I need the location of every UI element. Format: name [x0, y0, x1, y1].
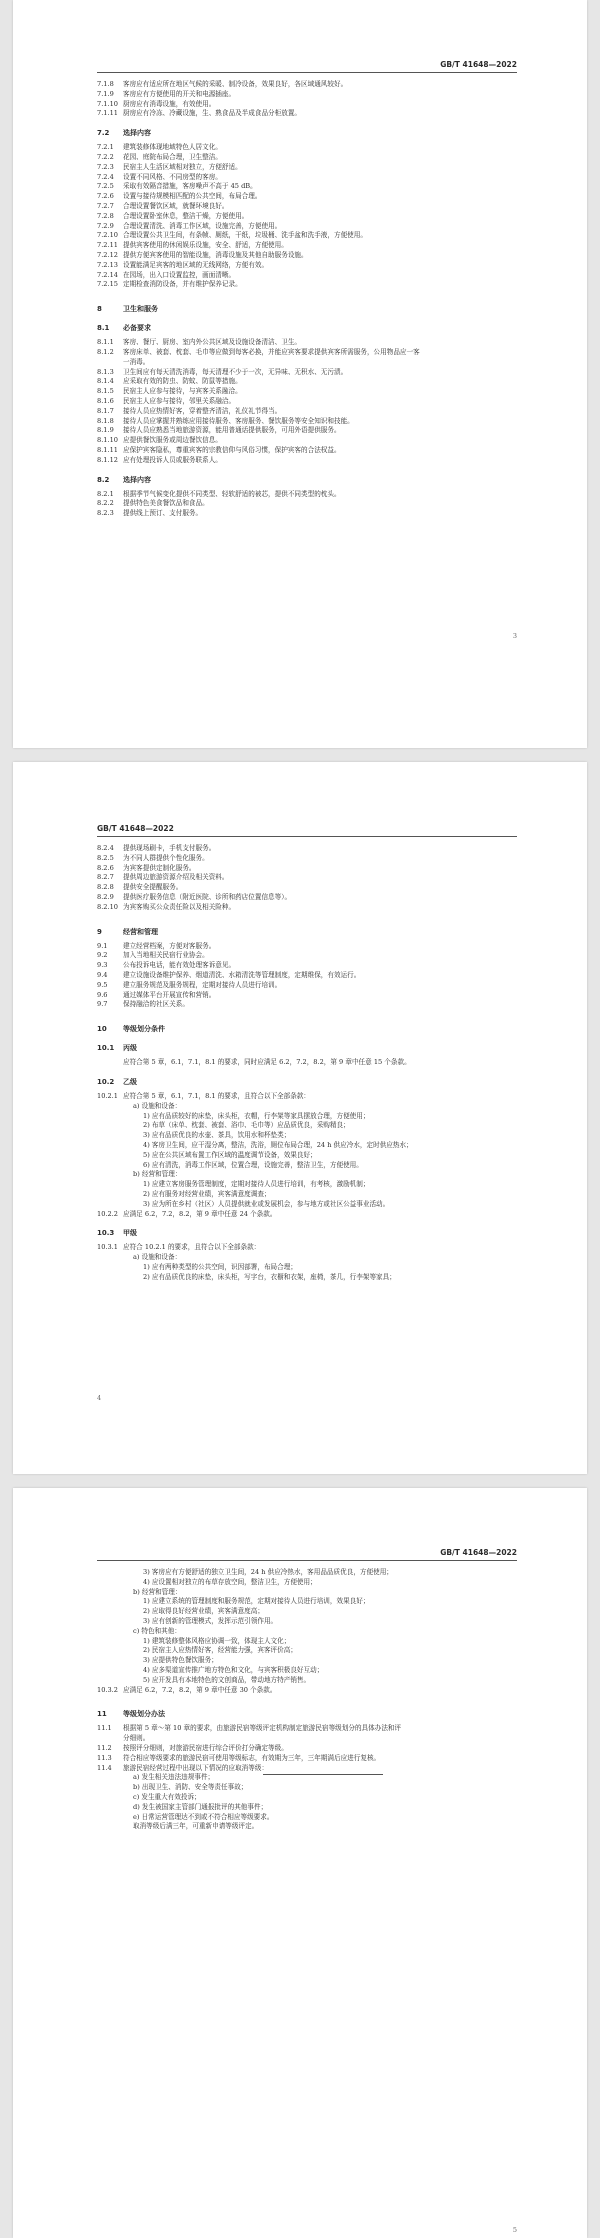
clause-line [97, 1724, 517, 1734]
item-list [97, 1568, 517, 1588]
list-item: 5) 应在公共区域布置工作区域的温度调节设备，效果良好； [143, 1150, 317, 1159]
list-item: 1) 建筑装修整体风格应协调一致，体现主人文化； [143, 1636, 291, 1645]
clause-text: 按照评分细则，对旅游民宿进行综合评价打分确定等级。 [123, 1743, 288, 1752]
clause-number: 8.2.7 [97, 873, 114, 882]
clause-text: 建立设施设备维护保养、烟道清洗、水箱清洗等管理制度，定期维保，有效运行。 [123, 970, 361, 979]
clause-text: 采取有效隔音措施，客房噪声不高于 45 dB。 [123, 182, 257, 191]
clause-text: 应采取有效的防虫、防蚊、防鼠等措施。 [123, 377, 242, 386]
clause-number: 7.2.15 [97, 280, 118, 289]
clause-number: 8.1.9 [97, 426, 114, 435]
clause-text: 为宾客提供定制化服务。 [123, 863, 196, 872]
clause-text: 提供宾客使用的休闲娱乐设施，安全、舒适，方便使用。 [123, 241, 288, 250]
clause-line [97, 338, 517, 348]
list-item: 3) 应提供特色餐饮服务； [143, 1656, 218, 1665]
clause-line [97, 90, 517, 100]
clause-number: 9.7 [97, 1000, 108, 1009]
list-item: 3) 应有创新的管理模式，发挥示范引领作用。 [143, 1616, 278, 1625]
clause-text: 厨房应有冷冻、冷藏设施，生、熟食品及半成食品分柜放置。 [123, 109, 302, 118]
clause-text: 设置能满足宾客的地区域的无线网络，方便有效。 [123, 260, 269, 269]
clause-number: 7.2.14 [97, 270, 118, 279]
clause-number: 8.1.10 [97, 436, 118, 445]
clause-line [97, 883, 517, 893]
list-item: 2) 应有品质优良的床垫，床头柜，写字台，衣橱和衣架，座椅，茶几，行李架等家具； [143, 1272, 396, 1281]
clause-number: 7.1.10 [97, 99, 118, 108]
clause-text: 接待人员应掌握并熟练应用接待服务、客房服务、餐饮服务等安全知识和技能。 [123, 416, 354, 425]
clause-line [97, 873, 517, 883]
clause-line [97, 212, 517, 222]
clause-text: 花园、庭院布局合理，卫生整洁。 [123, 152, 222, 161]
clause-number: 7.2.11 [97, 241, 118, 250]
clause-text: 应保护宾客隐私，尊重宾客的宗教信仰与风俗习惯，保护宾客的合法权益。 [123, 445, 341, 454]
clause-line [97, 80, 517, 90]
clause-list [97, 1724, 517, 1773]
closing-text: 取消等级后满三年，可重新申请等级评定。 [133, 1822, 259, 1831]
clause-number: 8.2.10 [97, 902, 118, 911]
clause-list [97, 844, 517, 913]
page-sheet-3 [13, 1488, 587, 2238]
clause-text: 民宿主人应参与接待，与宾客关系融洽。 [123, 387, 242, 396]
clause-list [97, 338, 517, 465]
page-body [97, 844, 517, 1283]
clause-number: 8.2.9 [97, 892, 114, 901]
header-rule [97, 836, 517, 837]
clause-text: 在园场，出入口设置监控，画面清晰。 [123, 270, 236, 279]
clause-number: 9.4 [97, 970, 108, 979]
clause-line [97, 971, 517, 981]
clause-number: 8.2.6 [97, 863, 114, 872]
clause-text: 设置与接待规模相匹配的公共空间，布局合理。 [123, 192, 262, 201]
clause-text: 接待人员应热情好客，穿着整齐清洁，礼仪礼节得当。 [123, 406, 282, 415]
list-item: 1) 应有两种类型的公共空间，识因部署，布局合理； [143, 1262, 297, 1271]
clause-line [97, 241, 517, 251]
clause-line [97, 368, 517, 378]
clause-number: 9.5 [97, 980, 108, 989]
clause-number: 7.2.6 [97, 192, 114, 201]
clause-number: 7.2.3 [97, 162, 114, 171]
clause-line: 10.3.2 应满足 6.2，7.2，8.2，第 9 章中任意 30 个条款。 [97, 1685, 277, 1694]
clause-number: 8.2.1 [97, 489, 114, 498]
clause-line [97, 456, 517, 466]
clause-number: 7.2.12 [97, 250, 118, 259]
clause-text: 一消毒。 [123, 357, 150, 366]
clause-number: 8.2.4 [97, 844, 114, 852]
clause-number: 8.2.8 [97, 883, 114, 892]
list-item: 1) 应建立客房服务管理制度，定期对接待人员进行培训，有考核，激励机制； [143, 1180, 370, 1189]
page-header: GB/T 41648—2022 [97, 824, 174, 833]
section-heading: 11 等级划分办法 [97, 1710, 165, 1719]
clause-line: 10.3.1 应符合 10.2.1 的要求，且符合以下全部条款： [97, 1243, 261, 1252]
clause-line [97, 163, 517, 173]
clause-number: 7.2.5 [97, 182, 114, 191]
list-item: 5) 应开发具有本地特色的文创商品，带动地方特产销售。 [143, 1675, 311, 1684]
clause-text: 合理设置卧室休息，整洁干燥，方便使用。 [123, 211, 249, 220]
clause-number: 8.1.7 [97, 406, 114, 415]
clause-number: 9.3 [97, 961, 108, 970]
clause-number: 7.2.9 [97, 221, 114, 230]
clause-text: 公布投诉电话，能有效处理客诉意见。 [123, 961, 236, 970]
clause-line [97, 153, 517, 163]
list-title: a) 设施和设备： [133, 1253, 182, 1262]
clause-number: 8.1.6 [97, 396, 114, 405]
clause-list [97, 143, 517, 290]
clause-line [97, 251, 517, 261]
clause-number: 8.1.11 [97, 445, 118, 454]
section-heading: 8.2 选择内容 [97, 475, 151, 484]
clause-number: 11.2 [97, 1743, 112, 1752]
item-list [97, 1180, 517, 1209]
clause-text: 加入当地相关民宿行业协会。 [123, 951, 209, 960]
clause-line: 10.2.1 应符合第 5 章，6.1，7.1，8.1 的要求，且符合以下全部条款： [97, 1091, 311, 1100]
clause-number: 8.2.5 [97, 853, 114, 862]
clause-text: 合理设置餐饮区域，就餐环境良好。 [123, 201, 229, 210]
list-item: 1) 应有品质较好的床垫，床头柜，衣帽，行李架等家具摆放合理，方便使用； [143, 1111, 370, 1120]
clause-text: 提供安全提醒服务。 [123, 883, 183, 892]
clause-text: 应有处理投诉人员或服务联系人。 [123, 455, 222, 464]
clause-line [97, 377, 517, 387]
page-body [97, 1568, 517, 1832]
clause-line [97, 893, 517, 903]
item-list [97, 1773, 517, 1822]
section-heading: 9 经营和管理 [97, 927, 158, 936]
clause-text: 符合相应等级要求的旅游民宿可使用等级标志，有效期为三年，三年期满后应进行复核。 [123, 1753, 381, 1762]
clause-line [97, 446, 517, 456]
page-body [97, 80, 517, 519]
clause-text: 建立服务规范及服务规程，定期对接待人员进行培训。 [123, 980, 282, 989]
clause-text: 提供现场刷卡，手机支付服务。 [123, 844, 216, 852]
clause-number: 8.1.8 [97, 416, 114, 425]
section-heading: 10.3 甲级 [97, 1229, 137, 1238]
clause-line [97, 490, 517, 500]
page-number: 4 [97, 1394, 102, 1402]
list-item: d) 发生被国家主管部门通报批评的其他事件； [133, 1802, 268, 1811]
list-item: 4) 客房卫生间，应干湿分离，整洁，洗浴，厕位布局合理，24 h 供应冷水，定时供应热水； [143, 1140, 413, 1149]
clause-line [97, 231, 517, 241]
list-item: 3) 应有品质优良的水壶、茶具，饮用水和杯垫类； [143, 1131, 291, 1140]
clause-line [97, 1744, 517, 1754]
clause-line [97, 271, 517, 281]
clause-line [97, 417, 517, 427]
page-header: GB/T 41648—2022 [440, 1548, 517, 1557]
page-sheet-1 [13, 0, 587, 748]
list-item: 2) 应取得良好经营业绩，宾客满意度高； [143, 1607, 264, 1616]
clause-line [97, 426, 517, 436]
item-list [97, 1637, 517, 1686]
list-item: 3) 应为所在乡村（社区）人员提供就业或发展机会，参与地方或社区公益事业活动。 [143, 1199, 390, 1208]
clause-number: 7.1.11 [97, 109, 118, 118]
clause-text: 设置不同风格、不同房型的客房。 [123, 172, 222, 181]
clause-line [97, 854, 517, 864]
clause-line [97, 903, 517, 913]
clause-number: 11.4 [97, 1763, 112, 1772]
page-number: 3 [512, 632, 517, 640]
clause-text: 旅游民宿经营过程中出现以下情况的应取消等级： [123, 1763, 269, 1772]
clause-text: 厨房应有消毒设施，有效使用。 [123, 99, 216, 108]
clause-text: 合理设置清洗、消毒工作区域，设施完善，方便使用。 [123, 221, 282, 230]
section-heading: 7.2 选择内容 [97, 129, 151, 138]
clause-number: 7.1.9 [97, 89, 114, 98]
list-item: 2) 民宿主人应热情好客，经营能力强，宾客评价高； [143, 1646, 297, 1655]
clause-number: 7.2.8 [97, 211, 114, 220]
section-heading: 8 卫生和服务 [97, 305, 158, 314]
clause-line [97, 1000, 517, 1010]
page-header: GB/T 41648—2022 [440, 60, 517, 69]
clause-line [97, 109, 517, 119]
section-heading: 10 等级划分条件 [97, 1025, 165, 1034]
clause-line [97, 358, 517, 368]
clause-text: 应符合第 5 章，6.1，7.1，8.1 的要求，同时应满足 6.2，7.2，8.2，第 9 章中任意 15 个条款。 [123, 1058, 411, 1067]
page-sheet-2 [13, 762, 587, 1474]
list-title: b) 经营和管理： [133, 1587, 182, 1596]
clause-number: 7.2.10 [97, 231, 118, 240]
list-item: c) 发生重大有效投诉； [133, 1792, 201, 1801]
clause-text: 为宾客购买公众责任险以及相关险种。 [123, 902, 236, 911]
header-rule [97, 72, 517, 73]
clause-line [97, 202, 517, 212]
clause-number: 8.1.3 [97, 367, 114, 376]
clause-text: 分细则。 [123, 1734, 150, 1743]
clause-number: 8.1.4 [97, 377, 114, 386]
page-number: 5 [512, 2226, 517, 2234]
list-item: 4) 应多渠道宣传推广地方特色和文化，与宾客积极良好互动； [143, 1665, 324, 1674]
clause-text: 客房床单、被套、枕套、毛巾等应做到每客必换，并能应宾客要求提供宾客所需服务，公用物品应一客 [123, 347, 420, 356]
clause-list [97, 80, 517, 119]
clause-number: 7.1.8 [97, 80, 114, 88]
clause-text: 根据第 5 章～第 10 章的要求，由旅游民宿等级评定机构制定旅游民宿等级划分的具体办法和评 [123, 1724, 402, 1733]
clause-list [97, 942, 517, 1011]
clause-text: 通过媒体平台开展宣传和营销。 [123, 990, 216, 999]
clause-number: 7.2.1 [97, 143, 114, 152]
clause-number: 11.1 [97, 1724, 112, 1733]
clause-number: 8.1.2 [97, 347, 114, 356]
clause-line [97, 981, 517, 991]
clause-number: 8.1.12 [97, 455, 118, 464]
clause-number: 9.2 [97, 951, 108, 960]
clause-list [97, 490, 517, 519]
clause-line [97, 991, 517, 1001]
section-heading: 10.2 乙级 [97, 1077, 137, 1086]
header-rule [97, 1560, 517, 1561]
clause-number: 8.2.3 [97, 509, 114, 518]
clause-line [97, 348, 517, 358]
clause-text: 提供周边旅游资源介绍及相关资料。 [123, 873, 229, 882]
clause-line [97, 1734, 517, 1744]
clause-number: 7.2.7 [97, 201, 114, 210]
item-list [97, 1112, 517, 1171]
clause-line [97, 844, 517, 854]
clause-number: 7.2.2 [97, 152, 114, 161]
clause-text: 客房应有适应所在地区气候的采暖、制冷设备，效果良好，各区域通风较好。 [123, 80, 348, 88]
clause-text: 卫生间应有每天清洗消毒，每天清理不少于一次，无异味、无积水、无污渍。 [123, 367, 348, 376]
clause-text: 为不同人群提供个性化服务。 [123, 853, 209, 862]
clause-number: 8.1.1 [97, 338, 114, 347]
list-title: a) 设施和设备： [133, 1101, 182, 1110]
clause-text: 客房、餐厅、厨房、室内外公共区域及设施设备清洁、卫生。 [123, 338, 302, 347]
clause-number: 8.1.5 [97, 387, 114, 396]
section-heading: 10.1 丙级 [97, 1044, 137, 1053]
list-item: 2) 应有服务对经营业绩，宾客满意度调查； [143, 1189, 271, 1198]
list-title: c) 特色和其他： [133, 1626, 181, 1635]
clause-text: 提供特色美食餐饮品和食品。 [123, 499, 209, 508]
clause-line [97, 100, 517, 110]
list-item: b) 出现卫生、消防、安全等责任事故； [133, 1783, 248, 1792]
list-item: 4) 应设置相对独立的布草存放空间，整洁卫生，方便使用； [143, 1577, 317, 1586]
clause-line [97, 192, 517, 202]
clause-text: 建立经营档案，方便对客服务。 [123, 941, 216, 950]
clause-line [97, 961, 517, 971]
clause-text: 根据季节气候变化提供不同类型、轻软舒适的被芯，提供不同类型的枕头。 [123, 489, 341, 498]
section-heading: 8.1 必备要求 [97, 324, 151, 333]
clause-text: 提供线上预订、支付服务。 [123, 509, 203, 518]
list-item: 3) 客房应有方便舒适的独立卫生间，24 h 供应冷热水，客用品品质优良，方便使用； [143, 1568, 393, 1576]
clause-text: 民宿主人生活区域相对独立，方便舒适。 [123, 162, 242, 171]
clause-number: 7.2.4 [97, 172, 114, 181]
item-list [97, 1597, 517, 1626]
clause-line [97, 280, 517, 290]
clause-number: 9.6 [97, 990, 108, 999]
clause-line [97, 222, 517, 232]
clause-text: 提供方便宾客使用的智能设施，消毒设施及其他自助服务设施。 [123, 250, 308, 259]
clause-line [97, 182, 517, 192]
clause-text: 定期检查消防设备，并有维护保养记录。 [123, 280, 242, 289]
clause-line [97, 397, 517, 407]
clause-line [97, 261, 517, 271]
clause-line: 10.2.2 应满足 6.2，7.2，8.2，第 9 章中任意 24 个条款。 [97, 1209, 277, 1218]
clause-line [97, 436, 517, 446]
list-item: e) 日常运营管理达不到或不符合相应等级要求。 [133, 1812, 274, 1821]
list-item: 6) 应有清洗，消毒工作区域，位置合理，设施完善，整洁卫生，方便使用。 [143, 1160, 363, 1169]
clause-text: 建筑装修体现地域特色人居文化。 [123, 143, 222, 152]
clause-number: 9.1 [97, 941, 108, 950]
clause-line [97, 173, 517, 183]
list-item: 2) 布草（床单、枕套、被套、浴巾、毛巾等）应品质优良，采购精良； [143, 1121, 350, 1130]
clause-text: 提供医疗服务信息（附近医院、诊所和药店位置信息等）。 [123, 892, 292, 901]
list-title: b) 经营和管理： [133, 1170, 182, 1179]
clause-line [97, 864, 517, 874]
clause-line [97, 407, 517, 417]
clause-line [97, 951, 517, 961]
clause-line [97, 387, 517, 397]
item-list [97, 1263, 517, 1283]
clause-line [97, 942, 517, 952]
clause-line [97, 143, 517, 153]
end-rule [263, 1774, 383, 1775]
clause-line [97, 509, 517, 519]
clause-text: 民宿主人应参与接待，邻里关系融洽。 [123, 396, 236, 405]
clause-line [97, 499, 517, 509]
clause-text: 保持融洽的社区关系。 [123, 1000, 189, 1009]
clause-number: 11.3 [97, 1753, 112, 1762]
clause-line [97, 1764, 517, 1774]
list-item: 1) 应建立系统的管理制度和服务规范，定期对接待人员进行培训，效果良好； [143, 1597, 370, 1606]
clause-text: 合理设置公共卫生间，有条帧、厕纸，干纸，垃圾桶、洗手盆和洗手液，方便使用。 [123, 231, 367, 240]
clause-text: 客房应有方便使用的开关和电源插座。 [123, 89, 236, 98]
clause-text: 应提供餐饮服务或周边餐饮信息。 [123, 436, 222, 445]
clause-line [97, 1754, 517, 1764]
list-item: a) 发生相关违法违规事件； [133, 1773, 215, 1782]
clause-text: 接待人员应熟悉当地旅游资源，能用普通话提供服务，可用外语提供服务。 [123, 426, 341, 435]
clause-number: 7.2.13 [97, 260, 118, 269]
clause-number: 8.2.2 [97, 499, 114, 508]
